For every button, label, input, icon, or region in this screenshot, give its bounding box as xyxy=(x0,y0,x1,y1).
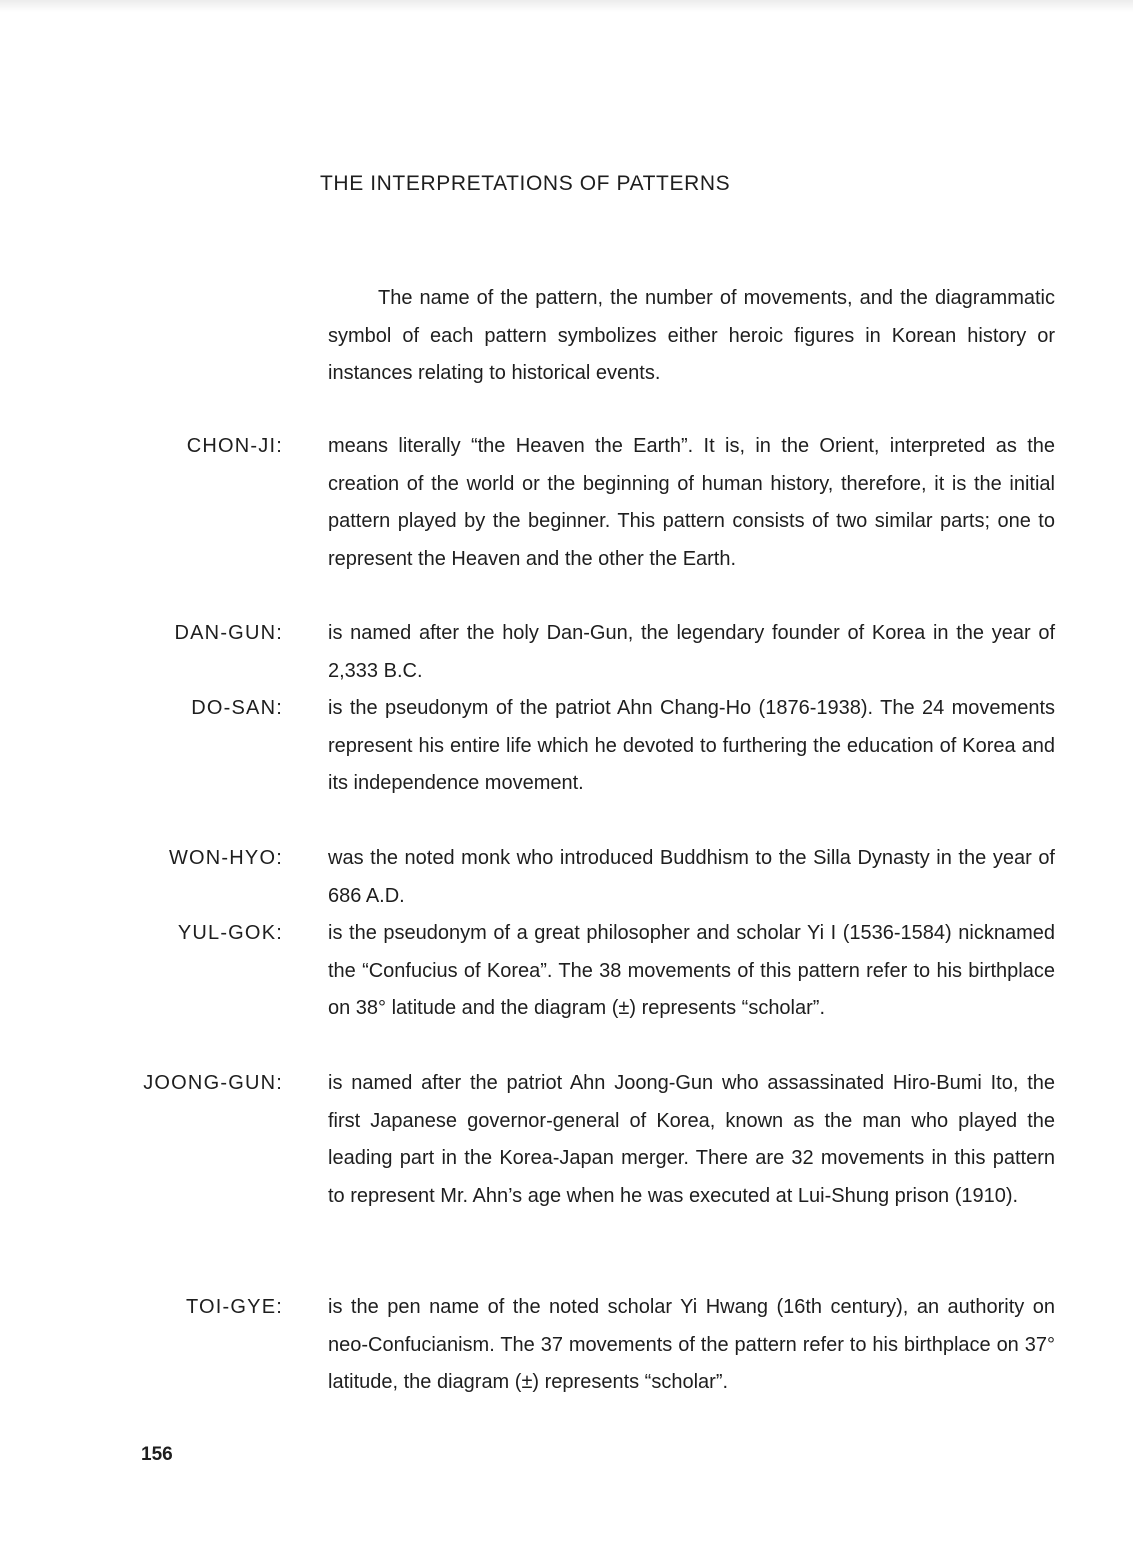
page-number: 156 xyxy=(141,1444,173,1465)
pattern-definition: is the pen name of the noted scholar Yi Hwang (16th century), an authority on neo-Confucianism. The 37 movements of the pattern refer to his birthplace on 37° latitude, the diagram (±) represents “scholar”. xyxy=(328,1296,1055,1393)
pattern-definition: is the pseudonym of a great philosopher and scholar Yi I (1536-1584) nicknamed the “Confucius of Korea”. The 38 movements of this pattern refer to his birthplace on 38° latitude and the diagram (±) represents “scholar”. xyxy=(328,922,1055,1019)
pattern-definition: means literally “the Heaven the Earth”. It is, in the Orient, interpreted as the creation of the world or the beginning of human history, therefore, it is the initial pattern played by the beginner. This pattern consists of two similar parts; one to represent the Heaven and the other the Earth. xyxy=(328,435,1055,570)
intro-paragraph: The name of the pattern, the number of movements, and the diagrammatic symbol of each pattern symbolizes either heroic figures in Korean history or instances relating to historical events. xyxy=(328,287,1055,384)
pattern-term: DO-SAN: xyxy=(191,697,283,719)
pattern-term: WON-HYO: xyxy=(168,847,283,869)
pattern-definition: is named after the holy Dan-Gun, the legendary founder of Korea in the year of 2,333 B.C. xyxy=(328,622,1055,682)
page-title: THE INTERPRETATIONS OF PATTERNS xyxy=(320,172,731,195)
pattern-term: TOI-GYE: xyxy=(185,1296,283,1318)
pattern-term: DAN-GUN: xyxy=(174,622,283,644)
pattern-definition: was the noted monk who introduced Buddhism to the Silla Dynasty in the year of 686 A.D. xyxy=(328,847,1055,907)
pattern-term: YUL-GOK: xyxy=(177,922,283,944)
pattern-term: JOONG-GUN: xyxy=(143,1072,283,1094)
pattern-definition: is the pseudonym of the patriot Ahn Chang-Ho (1876-1938). The 24 movements represent his entire life which he devoted to furthering the education of Korea and its independence movement. xyxy=(328,697,1055,794)
scan-edge xyxy=(0,0,1133,12)
pattern-definition: is named after the patriot Ahn Joong-Gun who assassinated Hiro-Bumi Ito, the first Japanese governor-general of Korea, known as the man who played the leading part in the Korea-Japan merger. There are 32 movements in this pattern to represent Mr. Ahn’s age when he was executed at Lui-Shung prison (1910). xyxy=(328,1072,1055,1207)
pattern-term: CHON-JI: xyxy=(186,435,283,457)
